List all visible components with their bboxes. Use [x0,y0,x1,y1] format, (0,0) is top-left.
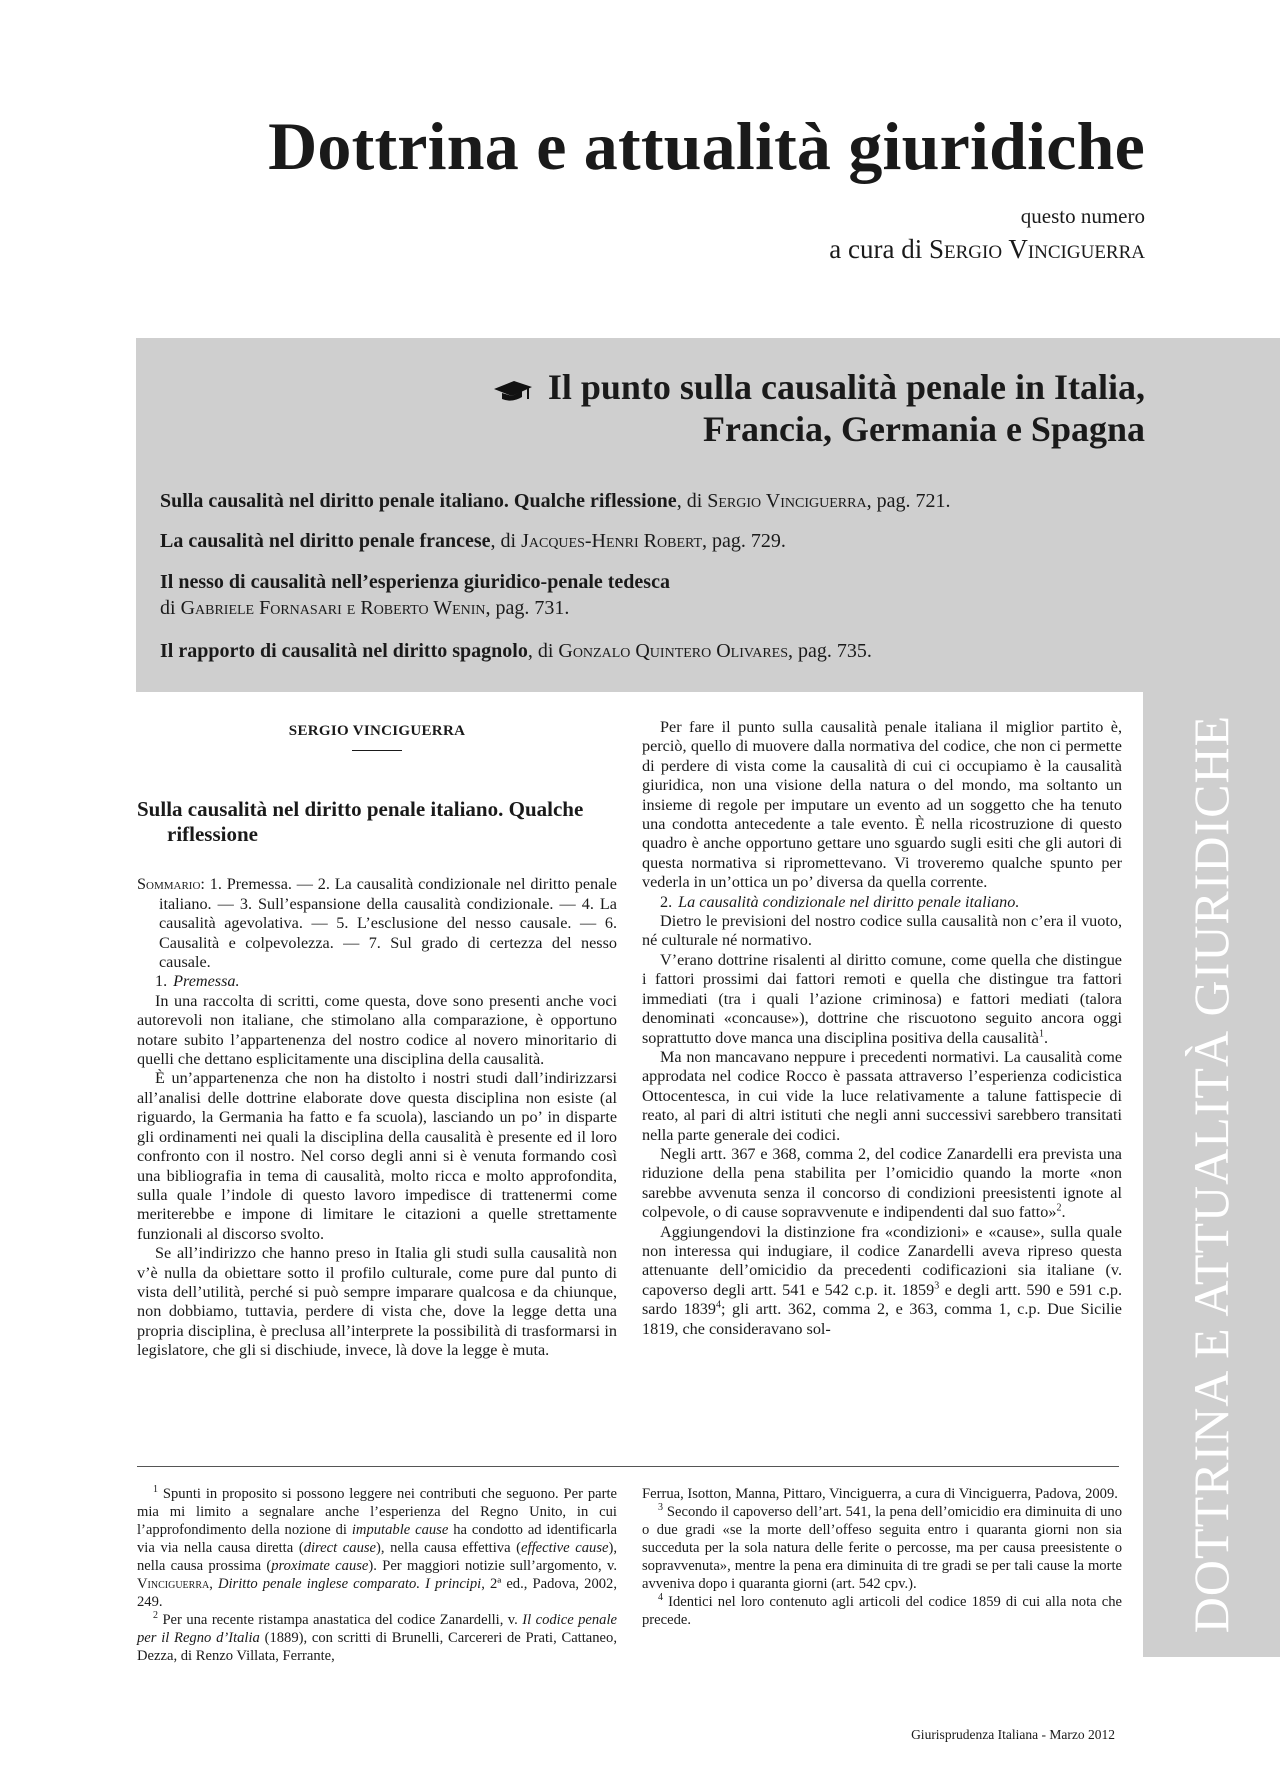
footnote-text: Vinciguerra [137,1576,210,1592]
section-heading [642,893,1122,912]
footnote [137,1485,617,1611]
article-author: SERGIO VINCIGUERRA [288,723,466,739]
paragraph-text: V’erano dottrine risalenti al diritto comune, come quella che distingue i fattori prossimi dai fattori remoti e quella che distingue tra fattori immediati (tra i quali l’azione criminosa) e fattori mediati (talora denominati «concause»), dottrine che riscuotono seguito ancora oggi soprattutto dove manca una disciplina positiva della causalità [642,950,1122,1047]
footnote-text: (1889), con scritti di Brunelli, Carcereri de Prati, Cattaneo, Dezza, di Renzo Villata, Ferrante, [137,1630,617,1664]
article-title: Sulla causalità nel diritto penale italiano. Qualche riflessione [137,797,584,847]
footnote-text: ), nella causa prossima ( [137,1540,618,1574]
footnote-text: , [209,1576,218,1592]
footnote-text: imputable cause [351,1522,449,1538]
footnote-ref[interactable]: 2 [1056,1202,1062,1214]
footnote-text: Per una recente ristampa anastatica del codice Zanardelli, v. [162,1612,523,1628]
issue-label: questo numero [1020,204,1145,228]
running-footer: Giurisprudenza Italiana - Marzo 2012 [911,1727,1115,1742]
toc-entry-authors: Sergio Vinciguerra [707,490,867,512]
footnote-number: 2 [153,1610,158,1622]
dossier-heading-line2: Francia, Germania e Spagna [703,409,1145,449]
body-paragraph: È un’appartenenza che non ha distolto i nostri studi dall’indirizzarsi all’analisi delle dottrine elaborate dove questa disciplina non esiste (al riguardo, la Germania ha fatto e fa scuola), lasciando un po’ in disparte gli ordinamenti nei quali la disciplina della causalità è presente ed il loro confronto con il nostro. Nel corso degli anni si è venuta formando così una bibliografia in tema di causalità, molto ricca e molto approfondita, sulla quale l’indole di questo lavoro impedisce di trattenermi come meriterebbe e impone di limitare le citazioni a quelle strettamente funzionali al discorso svolto. [137,1069,617,1243]
journal-section-title: Dottrina e attualità giuridiche [268,108,1145,184]
footnote-text: ). Per maggiori notizie sull’argomento, v. [368,1558,618,1574]
toc-entry[interactable] [160,528,1140,554]
body-paragraph: In una raccolta di scritti, come questa, dove sono presenti anche voci autorevoli non italiane, che stimolano alla comparazione, è opportuno notare subito l’appartenenza del nostro codice al novero minoritario di quelli che dettano esplicitamente una disciplina della causalità. [137,991,617,1069]
toc-entry-title: Il nesso di causalità nell’esperienza giuridico-penale tedesca [160,571,670,593]
summary-label: Sommario [137,875,201,894]
toc-entry-title: Sulla causalità nel diritto penale italiano. Qualche riflessione [160,490,677,512]
toc-entry-authors: Jacques-Henri Robert [521,530,703,552]
article-column-left [137,718,617,1361]
section-title: Premessa. [173,972,240,991]
toc-entry-by: , di [490,530,522,552]
paragraph-text: Aggiungendovi la distinzione fra «condizioni» e «cause», sulla quale non interessa qui indugiare, il codice Zanardelli aveva ripreso questa attenuante dell’omicidio da precedenti codificazioni sia italiane (v. capoverso degli artt. 541 e 542 c.p. it. 1859 [642,1222,1122,1299]
body-paragraph: V’erano dottrine risalenti al diritto comune, come quella che distingue i fattori prossimi dai fattori remoti e quella che distingue tra fattori immediati (tra i quali l’azione criminosa) e fattori mediati (talora denominati «concause»), dottrine che riscuotono seguito ancora oggi soprattutto dove manca una disciplina positiva della causalità$^1$. [642,950,1122,1047]
section-heading [137,972,617,991]
dossier-heading-line1: Il punto sulla causalità penale in Italia, [547,367,1145,407]
footnote-text: Secondo il capoverso dell’art. 541, la pena dell’omicidio era diminuita di uno o due gradi «se la morte dell’offeso seguita entro i quaranta giorni non sia succeduta per la sola natura delle ferite o percosse, ma per causa preesistente o sopravvenuta», mentre la pena era diminuita di tre gradi se per tali cause la morte avveniva dopo i quaranta giorni (art. 542 cpv.). [642,1504,1122,1592]
mortarboard-icon [492,379,534,403]
toc-entry-authors: Gonzalo Quintero Olivares [558,640,788,662]
toc-entry-title: La causalità nel diritto penale francese [160,530,491,552]
footnote-number: 1 [153,1484,158,1496]
article-column-right [642,718,1122,1339]
footnote-text: Spunti in proposito si possono leggere nei contributi che seguono. Per parte mia mi limito a segnalare anche l’esperienza del Regno Unito, in cui l’approfondimento della nozione di [137,1486,618,1538]
editor-line [829,236,1145,263]
paragraph-text: Negli artt. 367 e 368, comma 2, del codice Zanardelli era prevista una riduzione della pena stabilita per l’omicidio quando la morte «non sarebbe avvenuta senza il concorso di condizioni preesistenti ignote al colpevole, o di cause sopravvenute e indipendenti dal suo fatto» [642,1144,1122,1222]
paragraph-text: ; gli artt. 362, comma 2, e 363, comma 1, c.p. Due Sicilie 1819, che consideravano sol- [642,1300,1122,1338]
toc-entry-by: , di [676,490,708,512]
body-paragraph: Negli artt. 367 e 368, comma 2, del codice Zanardelli era prevista una riduzione della pena stabilita per l’omicidio quando la morte «non sarebbe avvenuta senza il concorso di condizioni preesistenti ignote al colpevole, o di cause sopravvenute e indipendenti dal suo fatto»$^2$. [642,1144,1122,1222]
author-rule [352,750,402,751]
section-number: 2. [660,892,673,911]
body-paragraph: Ma non mancavano neppure i precedenti normativi. La causalità come approdata nel codice Rocco è passata attraverso l’esperienza codicistica Ottocentesca, in cui vide la luce relativamente a talune fattispecie di reato, al pari di altri istituti che negli anni successivi sarebbero transitati nella parte generale dei codici. [642,1047,1122,1144]
footnote-text: Il codice penale per il Regno d’Italia [137,1612,618,1646]
body-paragraph: Dietro le previsioni del nostro codice sulla causalità non c’era il vuoto, né culturale né normativo. [642,912,1122,950]
editor-prefix: a cura di [829,234,923,264]
footnote-text: , 2ª ed., Padova, 2002, 249. [137,1576,617,1610]
toc-entry-page: , pag. 721. [866,490,951,512]
body-paragraph: Per fare il punto sulla causalità penale italiana il miglior partito è, perciò, quello di muovere dalla normativa del codice, che non ci permette di perdere di vista come la causalità di cui ci occupiamo è la causalità giuridica, non una visione della natura o del mondo, ma soltanto un insieme di regole per imputare un evento ad un soggetto che ha tenuto una condotta antecedente a tale evento. È nella ricostruzione di questo quadro è anche opportuno gettare uno sguardo sugli esiti che gli autori di questa normativa si ripromettevano. Vi troveremo qualche spunto per vederla in un’ottica un po’ diversa da quella corrente. [642,718,1122,892]
footnote-text: direct cause [303,1540,377,1556]
footnote [642,1503,1122,1593]
footnote [137,1611,617,1665]
footnote-ref[interactable]: 4 [716,1299,721,1311]
footnote-ref[interactable]: 3 [934,1280,940,1292]
side-band [1143,692,1280,1657]
footnote-text: ), nella causa effettiva ( [376,1540,522,1556]
body-paragraph [642,1223,1122,1339]
side-band-label: DOTTRINA E ATTUALITÀ GIURIDICHE [1183,714,1239,1634]
toc-entry-title: Il rapporto di causalità nel diritto spagnolo [160,640,528,662]
section-number: 1. [155,972,168,991]
footnotes-column-left [137,1485,617,1665]
footnote-number: 3 [658,1502,663,1514]
footnote-text: ha condotto ad identificarla via via nella causa diretta ( [137,1522,617,1556]
editor-name: Sergio Vinciguerra [929,234,1145,264]
footnote-text: effective cause [521,1540,609,1556]
footnote-text: Identici nel loro contenuto agli articoli del codice 1859 di cui alla nota che precede. [642,1594,1122,1628]
body-paragraph: Se all’indirizzo che hanno preso in Italia gli studi sulla causalità non v’è nulla da obiettare sotto il profilo culturale, come pure dal punto di vista dell’utilità, perché si può sempre imparare qualcosa e da chiunque, non dobbiamo, tuttavia, perdere di vista che, dove la legge detta una propria disciplina, è preclusa all’interprete la possibilità di trasformarsi in legislatore, che gli si dischiude, invece, là dove la legge è muta. [137,1244,617,1360]
toc-entry-by: , di [527,640,559,662]
toc-entry-by: di [160,597,181,619]
toc-entry-authors: Gabriele Fornasari e Roberto Wenin [180,597,486,619]
toc-entry-page: , pag. 731. [485,597,570,619]
section-title: La causalità condizionale nel diritto penale italiano. [678,892,1020,911]
footnote-text: Diritto penale inglese comparato. I principi [217,1576,482,1592]
footnote-ref[interactable]: 1 [1038,1028,1044,1040]
summary-text: : 1. Premessa. — 2. La causalità condizionale nel diritto penale italiano. — 3. Sull’espansione della causalità condizionale. — 4. La causalità agevolativa. — 5. L’esclusione del nesso causale. — 6. Causalità e colpevolezza. — 7. Sul grado di certezza del nesso causale. [159,875,617,972]
toc-entry-page: , pag. 729. [702,530,786,552]
article-summary [137,875,617,972]
toc-entry[interactable] [160,488,1140,514]
toc-entry[interactable] [160,569,1140,621]
footnote-rule [137,1466,1119,1467]
footnote-number: 4 [658,1592,663,1604]
toc-entry-page: , pag. 735. [788,640,872,662]
footnotes-column-right [642,1485,1122,1629]
footnote [642,1593,1122,1629]
footnote-continuation: Ferrua, Isotton, Manna, Pittaro, Vinciguerra, a cura di Vinciguerra, Padova, 2009. [642,1486,1118,1502]
paragraph-text: e degli artt. 590 e 591 c.p. sardo 1839 [642,1280,1123,1319]
footnote-text: proximate cause [271,1558,369,1574]
toc-entry[interactable] [160,638,1140,664]
dossier-heading [492,366,1145,450]
